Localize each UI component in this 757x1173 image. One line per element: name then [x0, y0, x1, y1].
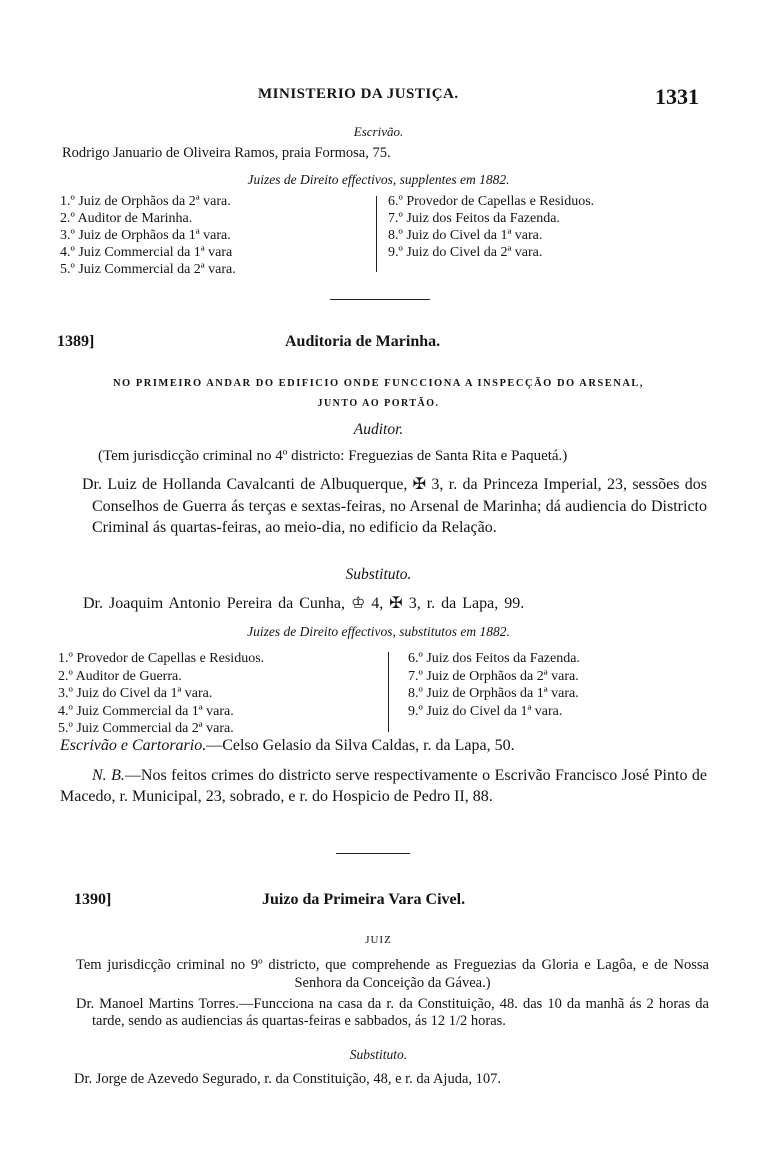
- list-item: 8.º Juiz de Orphãos da 1ª vara.: [408, 686, 579, 701]
- escrivao-entry: Rodrigo Januario de Oliveira Ramos, praia Formosa, 75.: [62, 145, 391, 161]
- list-item: 7.º Juiz dos Feitos da Fazenda.: [388, 211, 560, 226]
- location-line-1: NO PRIMEIRO ANDAR DO EDIFICIO ONDE FUNCCIONA A INSPECÇÃO DO ARSENAL,: [112, 378, 645, 389]
- section-divider: [336, 853, 410, 854]
- column-divider: [376, 196, 377, 272]
- list-item: 5.º Juiz Commercial da 2ª vara.: [60, 262, 236, 277]
- list-item: 6.º Juiz dos Feitos da Fazenda.: [408, 651, 580, 666]
- section-title: Juizo da Primeira Vara Civel.: [262, 891, 466, 908]
- escrivao-cartorario-text: —Celso Gelasio da Silva Caldas, r. da Lapa, 50.: [206, 737, 515, 754]
- list-item: 7.º Juiz de Orphãos da 2ª vara.: [408, 668, 579, 684]
- section-divider: [330, 299, 430, 300]
- substituto-heading: Substituto.: [349, 1047, 408, 1062]
- list-item: 1.º Provedor de Capellas e Residuos.: [58, 651, 265, 666]
- juiz-entry: Dr. Manoel Martins Torres.—Funcciona na casa da r. da Constituição, 48. das 10 da manhã ás 2 horas da tarde, sendo as audiencias ás quartas-feiras e sabbados, ás 12 1/2 horas.: [76, 996, 709, 1029]
- juizes-substitutos-heading: Juizes de Direito effectivos, substitutos em 1882.: [247, 624, 510, 639]
- escrivao-cartorario-entry: [60, 737, 515, 755]
- escrivao-cartorario-label: Escrivão e Cartorario.: [60, 737, 207, 754]
- section-title: Auditoria de Marinha.: [285, 333, 441, 350]
- substituto-entry: Dr. Jorge de Azevedo Segurado, r. da Constituição, 48, e r. da Ajuda, 107.: [74, 1071, 501, 1087]
- page-header-title: MINISTERIO DA JUSTIÇA.: [258, 86, 459, 102]
- juizes-heading: Juizes de Direito effectivos, supplentes em 1882.: [247, 172, 510, 187]
- list-item: 4.º Juiz Commercial da 1ª vara: [60, 245, 233, 260]
- list-item: 5.º Juiz Commercial da 2ª vara.: [58, 721, 234, 736]
- list-item: 2.º Auditor de Marinha.: [60, 211, 193, 226]
- auditor-heading: Auditor.: [353, 421, 404, 438]
- list-item: 6.º Provedor de Capellas e Residuos.: [388, 194, 595, 209]
- substituto-entry: Dr. Joaquim Antonio Pereira da Cunha, ♔ 4, ✠ 3, r. da Lapa, 99.: [83, 595, 525, 612]
- nota-bene-text: —Nos feitos crimes do districto serve respectivamente o Escrivão Francisco José Pinto de Macedo, r. Municipal, 23, sobrado, e r. do Hospicio de Pedro II, 88.: [60, 767, 707, 805]
- list-item: 9.º Juiz do Civel da 2ª vara.: [388, 245, 543, 260]
- nota-bene: [60, 765, 707, 807]
- list-item: 3.º Juiz de Orphãos da 1ª vara.: [60, 228, 231, 243]
- jurisdiction-note: (Tem jurisdicção criminal no 4º districto: Freguezias de Santa Rita e Paquetá.): [98, 448, 568, 464]
- s1389-right-list: [408, 650, 580, 720]
- list-item: 1.º Juiz de Orphãos da 2ª vara.: [60, 194, 231, 209]
- auditor-entry: Dr. Luiz de Hollanda Cavalcanti de Albuquerque, ✠ 3, r. da Princeza Imperial, 23, sessões dos Conselhos de Guerra ás terças e sextas-feiras, no Arsenal de Marinha; dá audiencia do Districto Criminal ás quartas-feiras, ao meio-dia, no edificio da Relação.: [82, 476, 707, 536]
- list-item: 2.º Auditor de Guerra.: [58, 668, 182, 684]
- page-number: 1331: [655, 84, 699, 109]
- nota-bene-label: N. B.: [92, 767, 125, 784]
- location-line-2: JUNTO AO PORTÃO.: [317, 398, 440, 409]
- substituto-heading: Substituto.: [345, 566, 412, 583]
- top-right-list: [388, 193, 594, 261]
- list-item: 9.º Juiz do Civel da 1ª vara.: [408, 703, 563, 719]
- jurisdiction-note: Tem jurisdicção criminal no 9º districto, que comprehende as Freguezias da Gloria e Lagôa, e de Nossa Senhora da Conceição da Gávea.): [76, 957, 709, 991]
- escrivao-heading: Escrivão.: [353, 124, 404, 139]
- column-divider: [388, 652, 389, 732]
- list-item: 3.º Juiz do Civel da 1ª vara.: [58, 686, 213, 701]
- list-item: 8.º Juiz do Civel da 1ª vara.: [388, 228, 543, 243]
- s1389-left-list: [58, 650, 264, 738]
- list-item: 4.º Juiz Commercial da 1ª vara.: [58, 703, 234, 719]
- juiz-heading: JUIZ: [365, 934, 392, 946]
- top-left-list: [60, 193, 236, 278]
- section-number: 1390]: [74, 891, 112, 908]
- section-number: 1389]: [57, 333, 95, 350]
